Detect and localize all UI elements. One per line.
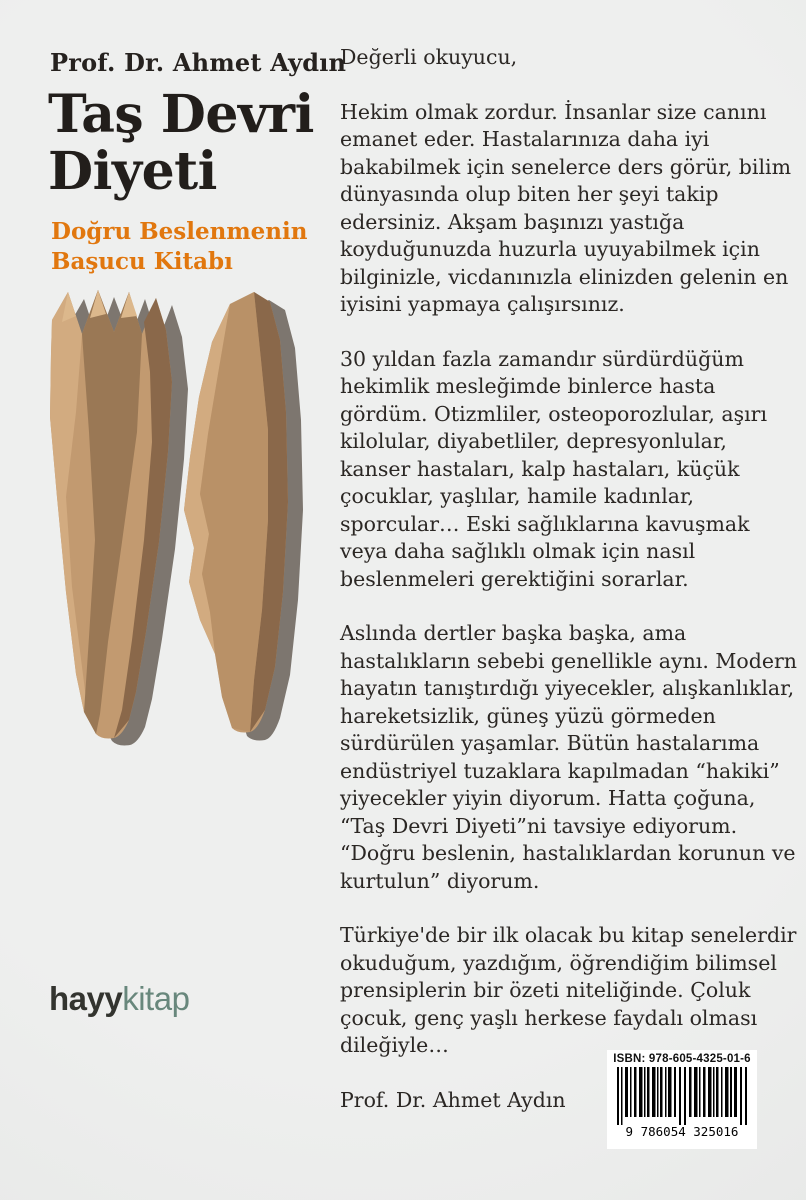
book-title-line2: Diyeti: [48, 141, 217, 202]
cover-author: Prof. Dr. Ahmet Aydın: [50, 48, 347, 77]
blurb-paragraph: Hekim olmak zordur. İnsanlar size canını emanet eder. Hastalarınıza daha iyi bakabilmek için senelerce ders görür, bilim dünyasında olup biten her şeyi takip edersiniz. Akşam başınızı yastığa koyduğunuzda huzurla uyuyabilmek için bilginizle, vicdanınızla elinizden gelenin en iyisini yapmaya çalışırsınız.: [340, 99, 792, 316]
publisher-logo-hayy: hayy: [49, 980, 123, 1017]
back-cover-blurb: [340, 44, 798, 1141]
book-subtitle-line1: Doğru Beslenmenin: [51, 218, 308, 245]
blurb-paragraph: Değerli okuyucu,: [340, 45, 518, 69]
isbn-label: ISBN: 978-605-4325-01-6: [613, 1053, 751, 1065]
barcode: [614, 1067, 750, 1139]
publisher-logo-kitap: kitap: [122, 980, 190, 1017]
book-subtitle-line2: Başucu Kitabı: [51, 248, 233, 275]
publisher-logo: [49, 980, 189, 1018]
blurb-paragraph: 30 yıldan fazla zamandır sürdürdüğüm hekimlik mesleğimde binlerce hasta gördüm. Otizmliler, osteoporozlular, aşırı kilolular, diyabetliler, depresyonlular, kanser hastaları, kalp hastaları, küçük çocuklar, yaşlılar, hamile kadınlar, sporcular… Eski sağlıklarına kavuşmak veya daha sağlıklı olmak için nasıl beslenmeleri gerektiğini sorarlar.: [340, 346, 768, 591]
stone-tools-illustration: [32, 282, 322, 752]
book-subtitle: [51, 217, 307, 277]
blurb-paragraph: Aslında dertler başka başka, ama hastalıkların sebebi genellikle aynı. Modern hayatın tanıştırdığı yiyecekler, alışkanlıklar, hareketsizlik, güneş yüzü görmeden sürdürülen yaşamlar. Bütün hastalarıma endüstriyel tuzaklara kapılmadan “hakiki” yiyecekler yiyin diyorum. Hatta çoğuna, “Taş Devri Diyeti”ni tavsiye ediyorum. “Doğru beslenin, hastalıklardan korunun ve kurtulun” diyorum.: [340, 621, 797, 893]
blurb-signature: Prof. Dr. Ahmet Aydın: [340, 1087, 566, 1112]
book-title-line1: Taş Devri: [48, 84, 314, 145]
blurb-paragraph: Türkiye'de bir ilk olacak bu kitap senelerdir okuduğum, yazdığım, öğrendiğim bilimsel prensiplerin bir özeti niteliğinde. Çoluk çocuk, genç yaşlı herkese faydalı olması dileğiyle…: [340, 923, 797, 1057]
book-title: [48, 86, 314, 200]
barcode-digits: 9 786054 325016: [625, 1124, 739, 1139]
knife-tool-shape: [184, 292, 288, 733]
isbn-box: [607, 1050, 757, 1149]
